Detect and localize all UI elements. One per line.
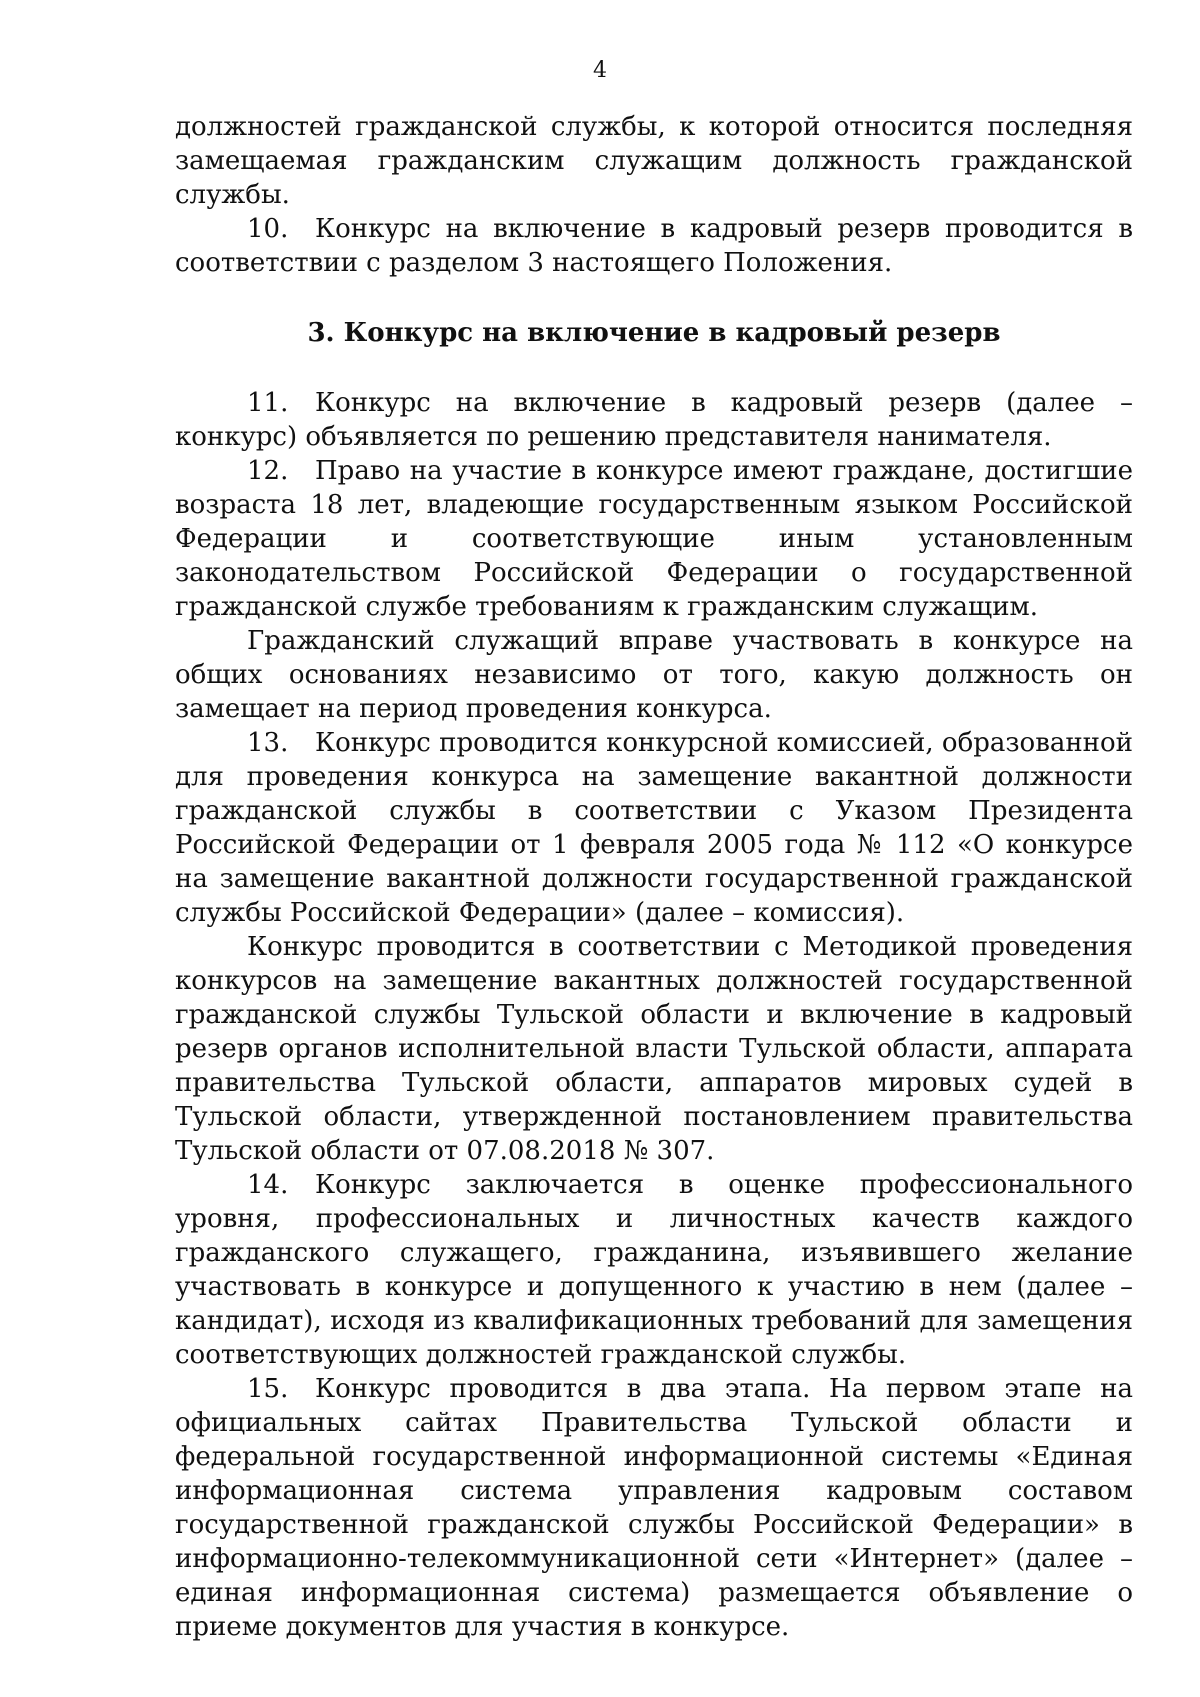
paragraph-12: [175, 454, 1133, 624]
section-heading: 3. Конкурс на включение в кадровый резерв: [307, 318, 1001, 348]
paragraph-text: Конкурс проводится в соответствии с Методикой проведения конкурсов на замещение вакантных должностей государственной гражданской службы Тульской области и включение в кадровый резерв органов исполнительной власти Тульской области, аппарата правительства Тульской области, аппаратов мировых судей в Тульской области, утвержденной постановлением правительства Тульской области от 07.08.2018 № 307.: [175, 932, 1133, 1166]
paragraph-13: [175, 726, 1133, 930]
paragraph-10: [175, 212, 1133, 280]
paragraph-number: 12.: [247, 456, 289, 486]
paragraph-text: Конкурс заключается в оценке профессионального уровня, профессиональных и личностных качеств каждого гражданского служащего, гражданина, изъявившего желание участвовать в конкурсе и допущенного к участию в нем (далее – кандидат), исходя из квалификационных требований для замещения соответствующих должностей гражданской службы.: [175, 1170, 1133, 1370]
paragraph-15: [175, 1372, 1133, 1644]
paragraph-continuation: [175, 110, 1133, 212]
paragraph-11: [175, 386, 1133, 454]
paragraph-14: [175, 1168, 1133, 1372]
paragraph-text: Гражданский служащий вправе участвовать в конкурсе на общих основаниях независимо от того, какую должность он замещает на период проведения конкурса.: [175, 626, 1133, 724]
paragraph-text: должностей гражданской службы, к которой относится последняя замещаемая гражданским служащим должность гражданской службы.: [175, 112, 1133, 210]
paragraph-text: Право на участие в конкурсе имеют граждане, достигшие возраста 18 лет, владеющие государственным языком Российской Федерации и соответствующие иным установленным законодательством Российской Федерации о государственной гражданской службе требованиям к гражданским служащим.: [175, 456, 1133, 622]
page-number: 4: [593, 58, 607, 83]
paragraph-text: Конкурс на включение в кадровый резерв проводится в соответствии с разделом 3 настоящего Положения.: [175, 214, 1133, 278]
paragraph-number: 11.: [247, 388, 289, 418]
paragraph-text: Конкурс проводится в два этапа. На первом этапе на официальных сайтах Правительства Тульской области и федеральной государственной информационной системы «Единая информационная система управления кадровым составом государственной гражданской службы Российской Федерации» в информационно-телекоммуникационной сети «Интернет» (далее – единая информационная система) размещается объявление о приеме документов для участия в конкурсе.: [175, 1374, 1133, 1642]
paragraph-number: 10.: [247, 214, 289, 244]
paragraph-text: Конкурс проводится конкурсной комиссией, образованной для проведения конкурса на замещение вакантной должности гражданской службы в соответствии с Указом Президента Российской Федерации от 1 февраля 2005 года № 112 «О конкурсе на замещение вакантной должности государственной гражданской службы Российской Федерации» (далее – комиссия).: [175, 728, 1133, 928]
paragraph-13-continued: [175, 930, 1133, 1168]
paragraph-12-continued: [175, 624, 1133, 726]
paragraph-number: 13.: [247, 728, 289, 758]
document-body: [175, 110, 1133, 1644]
paragraph-number: 14.: [247, 1170, 289, 1200]
paragraph-text: Конкурс на включение в кадровый резерв (далее – конкурс) объявляется по решению представителя нанимателя.: [175, 388, 1133, 452]
paragraph-number: 15.: [247, 1374, 289, 1404]
